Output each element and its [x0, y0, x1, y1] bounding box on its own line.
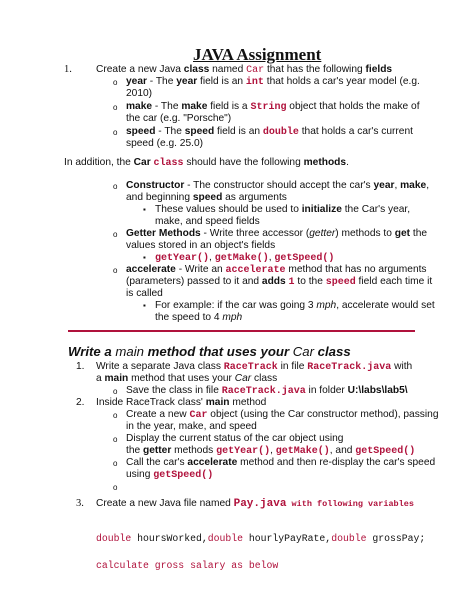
code-accelerate: accelerate [225, 265, 286, 276]
code-double: double [331, 533, 367, 544]
text: to the [294, 276, 326, 287]
text: - The constructor should accept the car's [184, 180, 374, 191]
section2-heading [68, 344, 351, 359]
item-number-1: 1. [76, 361, 85, 372]
kw-class: class [183, 64, 210, 75]
bullet-o: o [113, 435, 118, 444]
kw: Car [133, 157, 151, 168]
text-italic: Car [234, 373, 252, 384]
kw: speed [126, 126, 156, 137]
code-getyear: getYear() [216, 446, 271, 457]
text: (parameters) passed to it and [126, 276, 262, 287]
code-text: grossPay; [366, 533, 426, 544]
kw: Constructor [126, 180, 185, 191]
bullet-o: o [113, 182, 118, 191]
text: that has the following [264, 64, 366, 75]
kw: accelerate [187, 457, 238, 468]
text: method that uses your [128, 373, 235, 384]
kw: initialize [301, 204, 342, 215]
accelerate-sub-line1 [155, 300, 435, 313]
code-getspeed: getSpeed() [355, 446, 416, 457]
code-class: class [153, 158, 184, 169]
text: Inside RaceTrack class' [96, 397, 206, 408]
text: , and [329, 445, 356, 456]
text: method that uses your [144, 344, 293, 359]
text: , [426, 180, 430, 191]
item-number-1: 1. [64, 64, 72, 75]
bullet-o: o [113, 387, 118, 396]
code-double: double [96, 533, 132, 544]
text: . [346, 157, 349, 168]
bullet-o: o [113, 103, 118, 112]
kw: make [181, 101, 208, 112]
bullet-square: ▪ [143, 301, 146, 310]
kw: Getter Methods [126, 228, 201, 239]
bullet-o: o [113, 230, 118, 239]
text: and beginning [126, 192, 193, 203]
kw: year [176, 76, 198, 87]
text: Create a new Java [96, 64, 184, 75]
text: field is a [207, 101, 251, 112]
kw: main [104, 373, 129, 384]
text: field each time it [355, 276, 433, 287]
code-pay-java: Pay.java [233, 498, 287, 510]
kw: getter [143, 445, 172, 456]
kw: speed [184, 126, 215, 137]
code-racetrack-java: RaceTrack.java [307, 362, 392, 373]
accelerate-sub-line2 [155, 312, 242, 325]
text: field is an [197, 76, 246, 87]
kw: get [394, 228, 411, 239]
text: Write a [68, 344, 116, 359]
accelerate-line2 [126, 276, 432, 290]
text: Create a new Java file named [96, 498, 234, 509]
text: named [209, 64, 247, 75]
addition-paragraph [64, 157, 349, 171]
code-text: hoursWorked, [131, 533, 208, 544]
text: the [126, 445, 143, 456]
text: - The [152, 101, 182, 112]
bullet-o: o [113, 459, 118, 468]
code-racetrack-java: RaceTrack.java [221, 386, 306, 397]
text: , [209, 252, 215, 263]
code-getmake: getMake() [275, 446, 330, 457]
kw: methods [303, 157, 347, 168]
item2-sub3-line2 [126, 469, 213, 483]
field-speed-line2: speed (e.g. 25.0) [126, 138, 204, 149]
text: the [410, 228, 428, 239]
getters-line2: values stored in an object's fields [126, 240, 276, 251]
code-getyear: getYear() [155, 253, 210, 264]
text: main [115, 344, 144, 359]
code-getspeed: getSpeed() [274, 253, 335, 264]
text: These values should be used to [155, 204, 302, 215]
field-year-line1 [126, 76, 420, 90]
code-string: String [250, 102, 287, 113]
text: Car [292, 344, 314, 359]
text: class [314, 344, 351, 359]
text: using [126, 469, 154, 480]
text: - The [155, 126, 185, 137]
text: the speed to 4 [155, 312, 223, 323]
text: method that has no arguments [285, 264, 427, 275]
text: Call the car's [126, 457, 188, 468]
getters-line1 [126, 228, 427, 241]
text: the Car's year, [341, 204, 411, 215]
bullet-o: o [113, 483, 118, 492]
code-car: Car [246, 65, 265, 76]
text: Write a separate Java class [96, 361, 224, 372]
code-double: double [262, 127, 299, 138]
text: In addition, the [64, 157, 134, 168]
kw-fields: fields [365, 64, 393, 75]
kw: accelerate [126, 264, 176, 275]
text: object (using the Car constructor method), passing [207, 409, 439, 420]
constructor-sub-line1 [155, 204, 410, 217]
item2-line1 [96, 397, 266, 410]
text: method [229, 397, 267, 408]
code-int: int [245, 77, 264, 88]
kw: year [126, 76, 147, 87]
item2-sub1-line2: in the year, make, and speed [126, 421, 257, 432]
field-make-line2: the car (e.g. "Porsche") [126, 113, 232, 124]
code-text: hourlyPayRate, [243, 533, 332, 544]
bullet-o: o [113, 411, 118, 420]
text: - The [146, 76, 177, 87]
item3-line1 [96, 498, 414, 511]
text-italic: mph [316, 300, 337, 311]
item-number-2: 2. [76, 397, 85, 408]
kw: make [400, 180, 427, 191]
page-title: JAVA Assignment [193, 45, 322, 64]
section-divider [68, 330, 415, 332]
kw: make [126, 101, 153, 112]
text: Create a new [126, 409, 190, 420]
text: with [391, 361, 413, 372]
text: class [251, 373, 278, 384]
text: For example: if the car was going 3 [155, 300, 317, 311]
text: in file [277, 361, 308, 372]
text: - Write three accessor ( [200, 228, 310, 239]
code-getmake: getMake() [214, 253, 269, 264]
text: that holds a car's current [298, 126, 413, 137]
kw: speed [192, 192, 223, 203]
code-calculate: calculate gross salary as below [96, 560, 279, 571]
bullet-square: ▪ [143, 205, 146, 214]
constructor-sub-line2: make, and speed fields [155, 216, 260, 227]
bullet-o: o [113, 78, 118, 87]
code-speed: speed [325, 277, 356, 288]
constructor-line1 [126, 180, 429, 193]
code-double: double [207, 533, 243, 544]
bullet-o: o [113, 128, 118, 137]
code-declarations [96, 533, 425, 544]
item2-sub3-line1 [126, 457, 435, 470]
text: a [96, 373, 105, 384]
text: object that holds the make of [286, 101, 420, 112]
text: method and then re-display the car's speed [237, 457, 436, 468]
text-italic: getter [309, 228, 336, 239]
constructor-line2 [126, 192, 287, 205]
code-car: Car [189, 410, 208, 421]
item-number-3: 3. [76, 498, 84, 509]
text: , accelerate would set [336, 300, 435, 311]
text: methods [171, 445, 217, 456]
text: in folder [305, 385, 348, 396]
bullet-square: ▪ [143, 253, 146, 262]
text: , [270, 445, 276, 456]
text: - Write an [175, 264, 226, 275]
code-1: 1 [288, 277, 295, 288]
accelerate-line3: is called [126, 288, 163, 299]
bullet-o: o [113, 266, 118, 275]
text: field is an [214, 126, 263, 137]
text: that holds a car's year model (e.g. [263, 76, 420, 87]
text: Save the class in file [126, 385, 222, 396]
kw: adds [261, 276, 286, 287]
kw: main [205, 397, 230, 408]
code-text: with following variables [286, 499, 414, 509]
text-italic: mph [222, 312, 243, 323]
item1-line2 [96, 373, 277, 386]
text: as arguments [222, 192, 287, 203]
item2-sub2-line1: Display the current status of the car object using [126, 433, 344, 444]
field-year-line2: 2010) [126, 88, 153, 99]
text: , [268, 252, 275, 263]
text: ) methods to [335, 228, 395, 239]
text: should have the following [183, 157, 304, 168]
kw-path: U:\labs\lab5\ [347, 385, 408, 396]
text: , [394, 180, 401, 191]
kw: year [373, 180, 395, 191]
code-getspeed: getSpeed() [153, 470, 214, 481]
code-racetrack: RaceTrack [223, 362, 278, 373]
